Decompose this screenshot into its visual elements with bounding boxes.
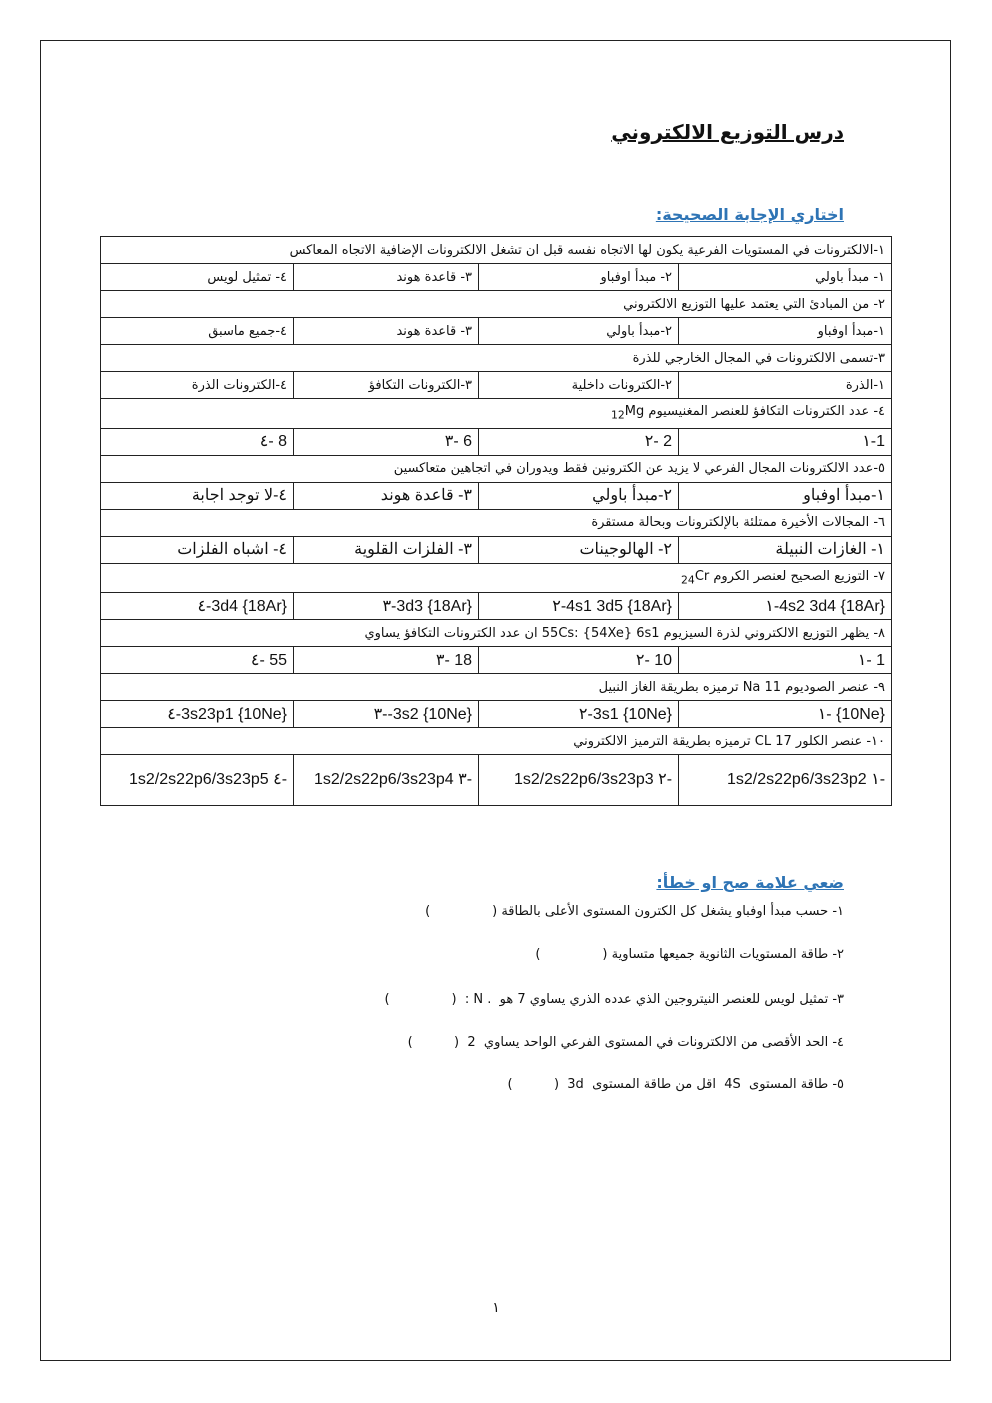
- option-4[interactable]: {10Ne} 3s23p1-٤: [101, 701, 294, 728]
- option-4[interactable]: ٤-جميع ماسبق: [101, 318, 294, 345]
- option-2[interactable]: {10Ne} 3s1-٢: [479, 701, 679, 728]
- question-text: [101, 291, 892, 318]
- option-1[interactable]: -١ 1s2/2s22p6/3s23p2: [679, 755, 892, 806]
- option-3[interactable]: ٣- قاعدة هوند: [294, 318, 479, 345]
- question-text: [101, 345, 892, 372]
- option-2[interactable]: -٢ 1s2/2s22p6/3s23p3: [479, 755, 679, 806]
- question-text: [101, 728, 892, 755]
- tf-item-2: ٢- طاقة المستويات الثانوية جميعها متساوية ( ): [535, 947, 844, 962]
- page-title: درس التوزيع الالكتروني: [611, 120, 844, 144]
- option-3[interactable]: ٣- الفلزات القلوية: [294, 536, 479, 563]
- question-label: ٣-تسمى الالكترونات في المجال الخارجي للذرة: [632, 350, 886, 366]
- option-3[interactable]: 18 -٣: [294, 647, 479, 674]
- option-1[interactable]: ١- الغازات النبيلة: [679, 536, 892, 563]
- question-row: [101, 509, 892, 536]
- question-label: ٩- عنصر الصوديوم Na 11 ترميزه بطريقة الغاز النبيل: [598, 679, 886, 695]
- option-4[interactable]: {18Ar} 3d4-٤: [101, 593, 294, 620]
- question-row: [101, 237, 892, 264]
- options-row: [101, 755, 892, 806]
- tf-item-3: ٣- تمثيل لويس للعنصر النيتروجين الذي عدده الذري يساوي 7 هو . N : ( ): [384, 992, 844, 1007]
- question-row: [101, 620, 892, 647]
- mcq-table: [100, 236, 892, 806]
- question-text: [101, 455, 892, 482]
- option-2[interactable]: ٢- مبدأ اوفباو: [479, 264, 679, 291]
- options-row: [101, 318, 892, 345]
- option-2[interactable]: ٢-مبدأ باولي: [479, 482, 679, 509]
- option-2[interactable]: ٢-الكترونات داخلية: [479, 372, 679, 399]
- option-2[interactable]: ٢- الهالوجينات: [479, 536, 679, 563]
- option-4[interactable]: ٤-الكترونات الذرة: [101, 372, 294, 399]
- element-atomic-number: 12: [611, 408, 625, 422]
- question-label: ٥-عدد الالكترونات المجال الفرعي لا يزيد عن الكترونين فقط ويدوران في اتجاهين متعاكسين: [393, 461, 886, 477]
- option-2[interactable]: 2 -٢: [479, 428, 679, 455]
- options-row: [101, 264, 892, 291]
- options-row: [101, 647, 892, 674]
- page-number: ١: [492, 1300, 500, 1316]
- question-label: ٢- من المبادئ التي يعتمد عليها التوزيع الالكتروني: [623, 296, 886, 312]
- option-3[interactable]: {10Ne} 3s2--٣: [294, 701, 479, 728]
- option-1[interactable]: 1-١: [679, 428, 892, 455]
- question-row: [101, 674, 892, 701]
- option-3[interactable]: -٣ 1s2/2s22p6/3s23p4: [294, 755, 479, 806]
- option-3[interactable]: ٣- قاعدة هوند: [294, 264, 479, 291]
- option-3[interactable]: ٣- قاعدة هوند: [294, 482, 479, 509]
- question-text: [101, 509, 892, 536]
- question-text: [101, 237, 892, 264]
- question-label: ١-الالكترونات في المستويات الفرعية يكون لها الاتجاه نفسه قبل ان تشغل الالكترونات الإضافية الاتجاه المعاكس: [289, 242, 886, 258]
- question-text: [101, 674, 892, 701]
- option-4[interactable]: ٤- اشباه الفلزات: [101, 536, 294, 563]
- question-text: [101, 620, 892, 647]
- option-4[interactable]: ٤- تمثيل لويس: [101, 264, 294, 291]
- option-1[interactable]: ١-مبدأ اوفباو: [679, 482, 892, 509]
- question-row: [101, 345, 892, 372]
- mcq-heading: اختاري الإجابة الصحيحة:: [655, 205, 844, 224]
- option-4[interactable]: 55 -٤: [101, 647, 294, 674]
- option-1[interactable]: 1 -١: [679, 647, 892, 674]
- option-4[interactable]: 8 -٤: [101, 428, 294, 455]
- true-false-heading: ضعي علامة صح او خطأ:: [656, 873, 844, 892]
- question-label: ٨- يظهر التوزيع الالكتروني لذرة السيزيوم 55Cs: {54Xe} 6s1 ان عدد الكترونات التكافؤ يساوي: [364, 625, 886, 641]
- question-text: [101, 563, 892, 593]
- question-label: ٦- المجالات الأخيرة ممتلئة بالإلكترونات وبحالة مستقرة: [591, 515, 886, 531]
- option-2[interactable]: 10 -٢: [479, 647, 679, 674]
- options-row: [101, 428, 892, 455]
- option-3[interactable]: {18Ar} 3d3-٣: [294, 593, 479, 620]
- option-1[interactable]: ١- مبدأ باولي: [679, 264, 892, 291]
- option-4[interactable]: ٤-لا توجد اجابة: [101, 482, 294, 509]
- question-label: ٧- التوزيع الصحيح لعنصر الكروم: [709, 568, 886, 584]
- question-text: [101, 399, 892, 429]
- element-symbol: Cr: [694, 568, 710, 584]
- question-row: [101, 399, 892, 429]
- question-row: [101, 455, 892, 482]
- option-1[interactable]: ١-مبدأ اوفباو: [679, 318, 892, 345]
- option-1[interactable]: {10Ne} -١: [679, 701, 892, 728]
- tf-item-4: ٤- الحد الأقصى من الالكترونات في المستوى الفرعي الواحد يساوي 2 ( ): [407, 1035, 844, 1050]
- element-symbol: Mg: [624, 404, 645, 419]
- option-1[interactable]: {18Ar} 4s2 3d4-١: [679, 593, 892, 620]
- question-label: ١٠- عنصر الكلور CL 17 ترميزه بطريقة الترميز الالكتروني: [573, 733, 886, 749]
- tf-item-1: ١- حسب مبدأ اوفباو يشغل كل الكترون المستوى الأعلى بالطاقة ( ): [425, 904, 844, 919]
- question-row: [101, 728, 892, 755]
- options-row: [101, 372, 892, 399]
- question-label: ٤- عدد الكترونات التكافؤ للعنصر المغنيسيوم: [644, 404, 886, 419]
- element-atomic-number: 24: [681, 573, 695, 587]
- option-3[interactable]: 6 -٣: [294, 428, 479, 455]
- options-row: [101, 482, 892, 509]
- option-3[interactable]: ٣-الكترونات التكافؤ: [294, 372, 479, 399]
- option-1[interactable]: ١-الذرة: [679, 372, 892, 399]
- options-row: [101, 536, 892, 563]
- option-2[interactable]: ٢-مبدأ باولي: [479, 318, 679, 345]
- options-row: [101, 701, 892, 728]
- question-row: [101, 563, 892, 593]
- option-2[interactable]: {18Ar} 4s1 3d5-٢: [479, 593, 679, 620]
- options-row: [101, 593, 892, 620]
- option-4[interactable]: -٤ 1s2/2s22p6/3s23p5: [101, 755, 294, 806]
- question-row: [101, 291, 892, 318]
- tf-item-5: ٥- طاقة المستوى 4S اقل من طاقة المستوى 3d ( ): [507, 1077, 844, 1092]
